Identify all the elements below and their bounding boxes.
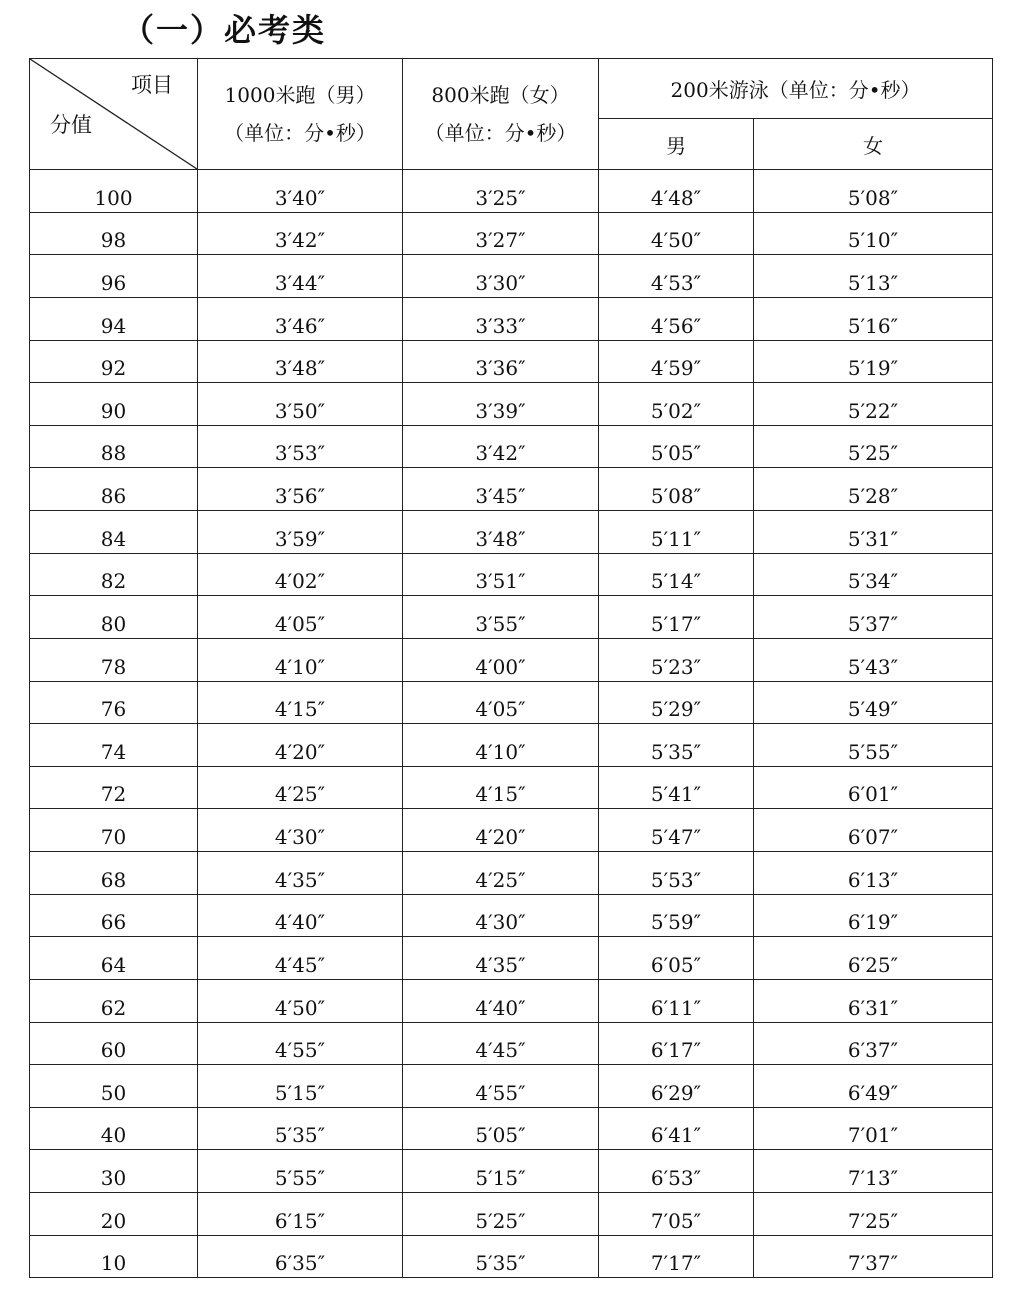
score-cell: 78 <box>30 638 198 681</box>
run-800m-name: 800米跑（女） <box>431 83 570 107</box>
swim-male-cell: 5′53″ <box>599 852 754 895</box>
run-1000m-cell: 5′15″ <box>198 1065 403 1108</box>
run-800m-cell: 3′36″ <box>403 340 599 383</box>
score-cell: 50 <box>30 1065 198 1108</box>
table-row <box>30 766 993 809</box>
run-800m-cell: 3′30″ <box>403 255 599 298</box>
table-row <box>30 979 993 1022</box>
table-row <box>30 553 993 596</box>
run-800m-cell: 5′15″ <box>403 1150 599 1193</box>
run-1000m-cell: 4′05″ <box>198 596 403 639</box>
score-cell: 88 <box>30 425 198 468</box>
swim-male-cell: 6′41″ <box>599 1107 754 1150</box>
section-title: （一）必考类 <box>122 11 327 49</box>
swim-male-cell: 5′35″ <box>599 724 754 767</box>
score-cell: 10 <box>30 1235 198 1278</box>
table-row <box>30 937 993 980</box>
run-800m-cell: 3′45″ <box>403 468 599 511</box>
run-1000m-cell: 4′15″ <box>198 681 403 724</box>
swim-female-cell: 5′49″ <box>754 681 993 724</box>
score-cell: 100 <box>30 170 198 213</box>
run-800m-cell: 3′42″ <box>403 425 599 468</box>
swim-male-cell: 5′14″ <box>599 553 754 596</box>
score-cell: 98 <box>30 212 198 255</box>
swim-female-cell: 5′31″ <box>754 511 993 554</box>
table-row <box>30 1150 993 1193</box>
run-800m-unit: （单位：分•秒） <box>424 121 577 145</box>
score-table-body <box>30 170 993 1278</box>
run-800m-header <box>403 59 599 170</box>
swim-male-cell: 5′11″ <box>599 511 754 554</box>
table-row <box>30 1107 993 1150</box>
score-cell: 94 <box>30 297 198 340</box>
table-row <box>30 809 993 852</box>
run-1000m-cell: 4′10″ <box>198 638 403 681</box>
run-800m-cell: 4′25″ <box>403 852 599 895</box>
swim-female-cell: 6′37″ <box>754 1022 993 1065</box>
swim-female-cell: 6′19″ <box>754 894 993 937</box>
run-1000m-cell: 4′30″ <box>198 809 403 852</box>
swim-female-cell: 5′10″ <box>754 212 993 255</box>
run-1000m-cell: 5′55″ <box>198 1150 403 1193</box>
score-cell: 86 <box>30 468 198 511</box>
table-row <box>30 681 993 724</box>
run-1000m-cell: 4′45″ <box>198 937 403 980</box>
swim-male-cell: 4′48″ <box>599 170 754 213</box>
table-row <box>30 1193 993 1236</box>
run-800m-cell: 5′35″ <box>403 1235 599 1278</box>
swim-female-cell: 7′37″ <box>754 1235 993 1278</box>
run-1000m-cell: 3′59″ <box>198 511 403 554</box>
swim-female-cell: 5′28″ <box>754 468 993 511</box>
run-800m-cell: 4′15″ <box>403 766 599 809</box>
run-800m-cell: 3′55″ <box>403 596 599 639</box>
run-1000m-cell: 6′35″ <box>198 1235 403 1278</box>
swim-female-cell: 5′25″ <box>754 425 993 468</box>
swim-female-cell: 5′22″ <box>754 383 993 426</box>
swim-female-cell: 6′49″ <box>754 1065 993 1108</box>
swim-female-cell: 7′01″ <box>754 1107 993 1150</box>
swim-male-cell: 5′29″ <box>599 681 754 724</box>
table-row <box>30 255 993 298</box>
swim-male-cell: 6′53″ <box>599 1150 754 1193</box>
swim-male-cell: 5′02″ <box>599 383 754 426</box>
table-row <box>30 212 993 255</box>
table-row <box>30 724 993 767</box>
score-label: 分值 <box>50 113 92 137</box>
run-1000m-cell: 3′42″ <box>198 212 403 255</box>
run-1000m-cell: 4′20″ <box>198 724 403 767</box>
run-800m-cell: 4′35″ <box>403 937 599 980</box>
table-row <box>30 1065 993 1108</box>
table-row <box>30 170 993 213</box>
run-800m-cell: 4′45″ <box>403 1022 599 1065</box>
swim-male-cell: 4′59″ <box>599 340 754 383</box>
diagonal-header-cell <box>30 59 198 170</box>
run-1000m-cell: 3′44″ <box>198 255 403 298</box>
run-1000m-cell: 4′50″ <box>198 979 403 1022</box>
run-800m-cell: 4′10″ <box>403 724 599 767</box>
score-cell: 40 <box>30 1107 198 1150</box>
swim-male-cell: 5′59″ <box>599 894 754 937</box>
swim-female-cell: 6′25″ <box>754 937 993 980</box>
run-1000m-cell: 3′50″ <box>198 383 403 426</box>
swim-male-cell: 6′11″ <box>599 979 754 1022</box>
score-cell: 92 <box>30 340 198 383</box>
score-cell: 70 <box>30 809 198 852</box>
swim-female-cell: 6′13″ <box>754 852 993 895</box>
score-cell: 20 <box>30 1193 198 1236</box>
score-cell: 60 <box>30 1022 198 1065</box>
score-cell: 82 <box>30 553 198 596</box>
run-1000m-cell: 4′40″ <box>198 894 403 937</box>
run-800m-cell: 3′39″ <box>403 383 599 426</box>
score-cell: 96 <box>30 255 198 298</box>
score-table <box>29 58 993 1278</box>
score-cell: 74 <box>30 724 198 767</box>
run-1000m-cell: 4′02″ <box>198 553 403 596</box>
run-800m-cell: 4′40″ <box>403 979 599 1022</box>
swim-male-cell: 6′17″ <box>599 1022 754 1065</box>
run-1000m-cell: 3′40″ <box>198 170 403 213</box>
item-label: 项目 <box>131 73 173 97</box>
run-800m-cell: 4′55″ <box>403 1065 599 1108</box>
run-1000m-cell: 6′15″ <box>198 1193 403 1236</box>
swim-male-cell: 6′29″ <box>599 1065 754 1108</box>
run-1000m-unit: （单位：分•秒） <box>224 121 376 145</box>
swim-female-cell: 6′01″ <box>754 766 993 809</box>
swim-female-cell: 6′07″ <box>754 809 993 852</box>
swim-female-cell: 7′25″ <box>754 1193 993 1236</box>
run-800m-cell: 3′33″ <box>403 297 599 340</box>
score-cell: 30 <box>30 1150 198 1193</box>
table-row <box>30 894 993 937</box>
run-1000m-cell: 4′35″ <box>198 852 403 895</box>
swim-female-cell: 6′31″ <box>754 979 993 1022</box>
run-1000m-cell: 3′48″ <box>198 340 403 383</box>
swim-male-cell: 7′17″ <box>599 1235 754 1278</box>
header-row <box>30 59 993 119</box>
swim-female-header: 女 <box>754 119 993 170</box>
score-cell: 66 <box>30 894 198 937</box>
swim-female-cell: 5′34″ <box>754 553 993 596</box>
run-800m-cell: 3′25″ <box>403 170 599 213</box>
score-cell: 80 <box>30 596 198 639</box>
run-1000m-cell: 3′46″ <box>198 297 403 340</box>
run-800m-cell: 5′05″ <box>403 1107 599 1150</box>
swim-male-cell: 5′08″ <box>599 468 754 511</box>
swim-male-cell: 4′53″ <box>599 255 754 298</box>
swim-male-cell: 5′47″ <box>599 809 754 852</box>
table-row <box>30 468 993 511</box>
swim-male-cell: 4′50″ <box>599 212 754 255</box>
run-800m-cell: 4′05″ <box>403 681 599 724</box>
swim-male-cell: 5′23″ <box>599 638 754 681</box>
score-cell: 84 <box>30 511 198 554</box>
swim-female-cell: 5′43″ <box>754 638 993 681</box>
swim-male-cell: 7′05″ <box>599 1193 754 1236</box>
table-row <box>30 383 993 426</box>
swim-male-cell: 6′05″ <box>599 937 754 980</box>
score-cell: 68 <box>30 852 198 895</box>
run-800m-cell: 5′25″ <box>403 1193 599 1236</box>
run-800m-cell: 3′27″ <box>403 212 599 255</box>
score-cell: 62 <box>30 979 198 1022</box>
run-800m-cell: 3′51″ <box>403 553 599 596</box>
run-1000m-cell: 5′35″ <box>198 1107 403 1150</box>
table-row <box>30 638 993 681</box>
swim-female-cell: 5′55″ <box>754 724 993 767</box>
swim-female-cell: 5′37″ <box>754 596 993 639</box>
run-800m-cell: 4′30″ <box>403 894 599 937</box>
run-1000m-cell: 4′55″ <box>198 1022 403 1065</box>
run-1000m-cell: 3′56″ <box>198 468 403 511</box>
run-1000m-header <box>198 59 403 170</box>
table-row <box>30 425 993 468</box>
table-row <box>30 297 993 340</box>
swim-male-cell: 5′41″ <box>599 766 754 809</box>
table-row <box>30 1022 993 1065</box>
score-cell: 64 <box>30 937 198 980</box>
swim-male-cell: 5′17″ <box>599 596 754 639</box>
swim-200m-header: 200米游泳（单位：分•秒） <box>599 59 993 119</box>
swim-female-cell: 7′13″ <box>754 1150 993 1193</box>
swim-male-cell: 5′05″ <box>599 425 754 468</box>
score-cell: 72 <box>30 766 198 809</box>
run-800m-cell: 4′20″ <box>403 809 599 852</box>
swim-female-cell: 5′08″ <box>754 170 993 213</box>
swim-female-cell: 5′16″ <box>754 297 993 340</box>
table-row <box>30 340 993 383</box>
score-cell: 90 <box>30 383 198 426</box>
table-row <box>30 596 993 639</box>
run-1000m-cell: 4′25″ <box>198 766 403 809</box>
swim-male-cell: 4′56″ <box>599 297 754 340</box>
swim-female-cell: 5′19″ <box>754 340 993 383</box>
table-row <box>30 511 993 554</box>
run-800m-cell: 4′00″ <box>403 638 599 681</box>
run-1000m-cell: 3′53″ <box>198 425 403 468</box>
table-row <box>30 852 993 895</box>
run-1000m-name: 1000米跑（男） <box>224 83 376 107</box>
table-row <box>30 1235 993 1278</box>
swim-male-header: 男 <box>599 119 754 170</box>
swim-female-cell: 5′13″ <box>754 255 993 298</box>
score-cell: 76 <box>30 681 198 724</box>
run-800m-cell: 3′48″ <box>403 511 599 554</box>
